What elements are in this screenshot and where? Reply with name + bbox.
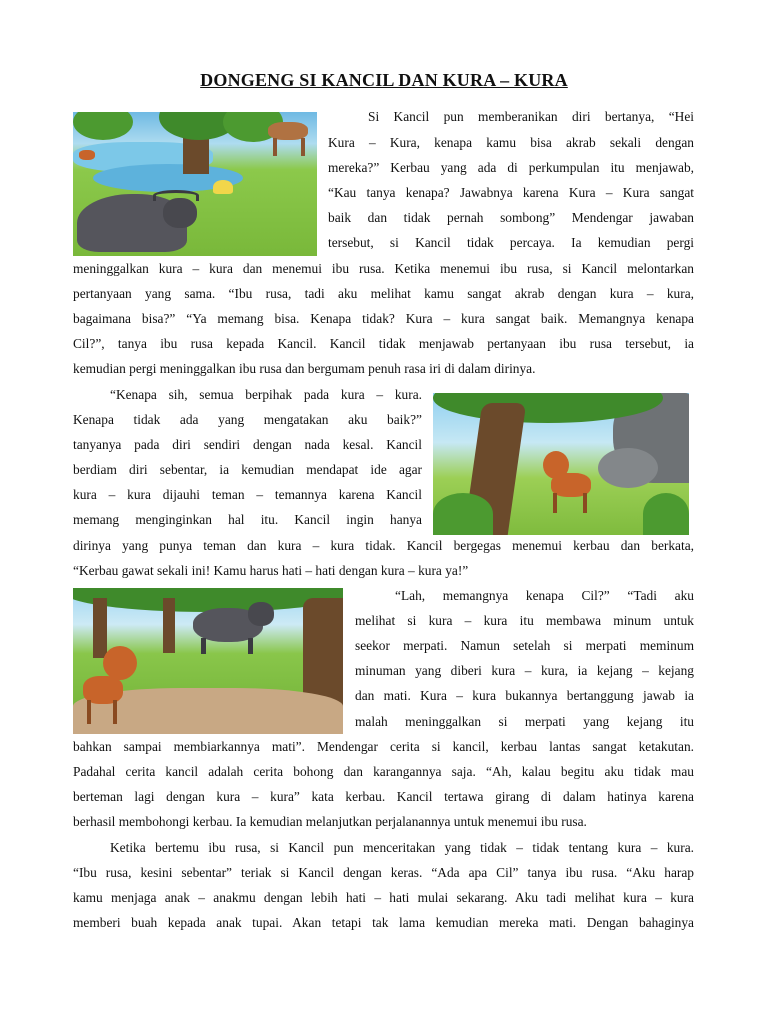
- text-line: bagaimana bisa?” “Ya memang bisa. Kenapa tidak? Kura – kura sangat baik. Memangnya kenapa: [73, 311, 694, 326]
- kancil-under-tree-illustration: [433, 393, 689, 535]
- text-line: seekor merpati. Namun setelah si merpati meminum: [355, 638, 694, 653]
- turtle-icon: [213, 180, 233, 194]
- kancil-icon: [103, 646, 137, 680]
- text-line: memberi buah kepada anak tupai. Akan tetapi tak lama kemudian mereka mati. Dengan bahaginya: [73, 915, 694, 930]
- text-line: Cil?”, tanya ibu rusa kepada Kancil. Kancil tidak menjawab pertanyaan ibu rusa tersebut, ia: [73, 336, 694, 351]
- text-line: tanyanya pada diri sendiri dengan nada kesal. Kancil: [73, 437, 422, 452]
- text-line: pertanyaan yang sama. “Ibu rusa, tadi aku melihat kamu sangat akrab dengan kura – kura,: [73, 286, 694, 301]
- text-line: berteman lagi dengan kura – kura” kata kerbau. Kancil tertawa girang di dalam hatinya karena: [73, 789, 694, 804]
- text-line: bahkan sampai membiarkannya mati”. Mendengar cerita si kancil, kerbau lantas sangat ketakutan.: [73, 739, 694, 754]
- page-title: DONGENG SI KANCIL DAN KURA – KURA: [200, 70, 568, 90]
- text-line: dan mati. Kura – kura bukannya bertanggung jawab ia: [355, 688, 694, 703]
- kancil-and-buffalo-illustration: [73, 588, 343, 734]
- text-line: memang menginginkan hal itu. Kancil ingin hanya: [73, 512, 422, 527]
- forest-river-buffalo-turtle-deer-illustration: [73, 112, 317, 256]
- text-line: “Kerbau gawat sekali ini! Kamu harus hati – hati dengan kura – kura ya!”: [73, 563, 469, 578]
- text-line: “Lah, memangnya kenapa Cil?” “Tadi aku: [395, 588, 694, 603]
- text-line: Kura – Kura, kenapa kamu bisa akrab sekali dengan: [328, 135, 694, 150]
- text-line: dirinya yang punya teman dan kura – kura tidak. Kancil bergegas menemui kerbau dan berkata,: [73, 538, 694, 553]
- text-line: Kenapa tidak ada yang mengatakan aku baik?”: [73, 412, 422, 427]
- text-line: Si Kancil pun memberanikan diri bertanya, “Hei: [368, 109, 694, 124]
- text-line: malah meninggalkan si merpati yang kejang itu: [355, 714, 694, 729]
- text-line: “Kenapa sih, semua berpihak pada kura – kura.: [110, 387, 422, 402]
- text-line: meninggalkan kura – kura dan menemui ibu rusa. Ketika menemui ibu rusa, si Kancil melontarkan: [73, 261, 694, 276]
- text-line: Padahal cerita kancil adalah cerita bohong dan karangannya saja. “Ah, kalau begitu aku tidak mau: [73, 764, 694, 779]
- text-line: mereka?” Kerbau yang ada di perkumpulan itu menjawab,: [328, 160, 694, 175]
- text-line: “Ibu rusa, kesini sebentar” teriak si Kancil dengan keras. “Ada apa Cil” tanya ibu rusa. “Aku harap: [73, 865, 694, 880]
- text-line: tersebut, si Kancil tidak percaya. Ia kemudian pergi: [328, 235, 694, 250]
- text-line: baik dan tidak pernah sombong” Mendengar jawaban: [328, 210, 694, 225]
- text-line: kamu menjaga anak – anakmu dengan lebih hati – hati mulai sekarang. Aku tadi melihat kura – kura: [73, 890, 694, 905]
- text-line: berdiam diri sebentar, ia kemudian mendapat ide agar: [73, 462, 422, 477]
- text-line: minuman yang diberi kura – kura, ia kejang – kejang: [355, 663, 694, 678]
- text-line: kemudian pergi meninggalkan ibu rusa dan bergumam penuh rasa iri di dalam dirinya.: [73, 361, 536, 376]
- text-line: melihat si kura – kura itu membawa minum untuk: [355, 613, 694, 628]
- text-line: “Kau tanya kenapa? Jawabnya karena Kura – Kura sangat: [328, 185, 694, 200]
- text-line: berhasil membohongi kerbau. Ia kemudian melanjutkan perjalanannya untuk menemui ibu rusa.: [73, 814, 587, 829]
- text-line: Ketika bertemu ibu rusa, si Kancil pun menceritakan yang tidak – tidak tentang kura – kura.: [110, 840, 694, 855]
- text-line: kura – kura dijauhi teman – temannya karena Kancil: [73, 487, 422, 502]
